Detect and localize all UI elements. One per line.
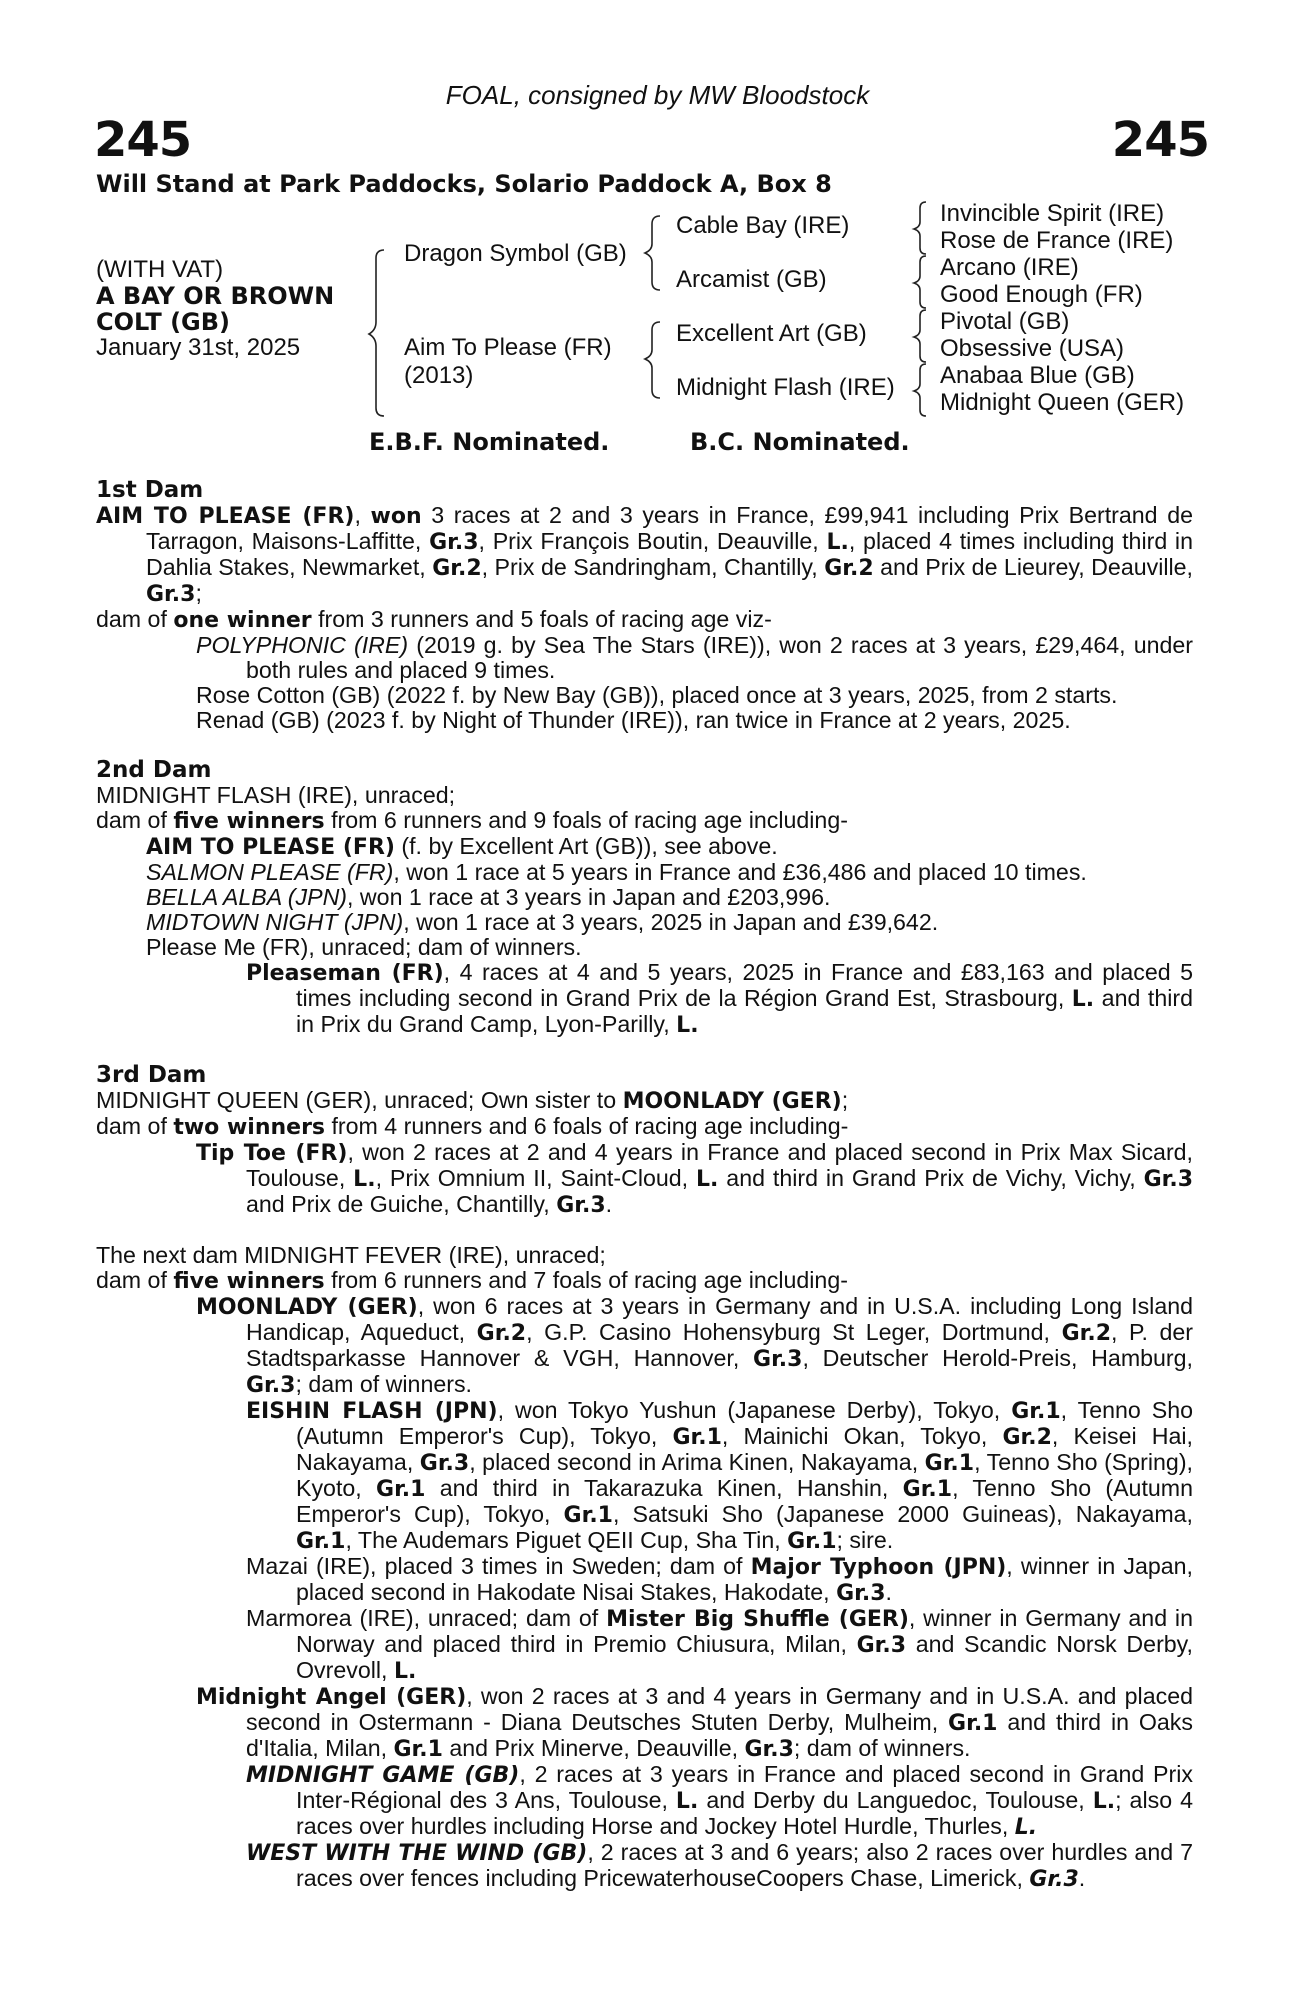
sire: Dragon Symbol (GB) xyxy=(404,240,627,267)
produce-polyphonic: POLYPHONIC (IRE) (2019 g. by Sea The Stars (IRE)), won 2 races at 3 years, £29,464, under both rules and placed 9 times. xyxy=(196,632,1194,683)
third-dam-heading: 3rd Dam xyxy=(96,1062,207,1088)
date-of-birth: January 31st, 2025 xyxy=(96,334,301,361)
subject-description-2: COLT (GB) xyxy=(96,308,230,336)
dam-sire: Excellent Art (GB) xyxy=(676,320,867,347)
lot-number-right: 245 xyxy=(1111,112,1209,168)
ddd: Midnight Queen (GER) xyxy=(940,389,1185,416)
bc-nomination: B.C. Nominated. xyxy=(690,428,910,456)
sdd: Good Enough (FR) xyxy=(940,281,1143,308)
ssd: Rose de France (IRE) xyxy=(940,227,1174,254)
produce-renad: Renad (GB) (2023 f. by Night of Thunder (IRE)), ran twice in France at 2 years, 2025. xyxy=(196,707,1071,733)
vat-note: (WITH VAT) xyxy=(96,256,224,283)
dds: Anabaa Blue (GB) xyxy=(940,362,1135,389)
subject-description-1: A BAY OR BROWN xyxy=(96,282,335,310)
second-dam-produce-summary: dam of five winners from 6 runners and 9 foals of racing age including- xyxy=(96,807,848,834)
dam-dam: Midnight Flash (IRE) xyxy=(676,374,895,401)
dam-year: (2013) xyxy=(404,362,474,389)
stand-location: Will Stand at Park Paddocks, Solario Paddock A, Box 8 xyxy=(96,170,832,198)
dam: Aim To Please (FR) xyxy=(404,334,612,361)
sds: Arcano (IRE) xyxy=(940,254,1079,281)
consignment-line: FOAL, consigned by MW Bloodstock xyxy=(445,80,870,110)
sire-dam: Arcamist (GB) xyxy=(676,266,827,293)
pedigree-notes: 1st Dam AIM TO PLEASE (FR), won 3 races at 2 and 3 years in France, £99,941 including Prix Bertrand de Tarragon, Maisons-Laffitte, Gr.3, Prix François Boutin, Deauville, L., placed 4 times including third in Dahlia Stakes, Newmarket, Gr.2, Prix de Sandringham, Chantilly, Gr.2 and Prix de Lieurey, Deauville, Gr.3; dam of one winner from 3 runners and 5 foals of racing age viz- POLYPHONIC (IRE) (2019 g. by Sea The Stars (IRE)), won 2 races at 3 years, £29,464, under both rules and placed 9 times. Rose Cotton (GB) (2022 f. by New Bay (GB)), placed once at 3 years, 2025, from 2 starts. Renad (GB) (2023 f. by Night of Thunder (IRE)), ran twice in France at 2 years, 2025. 2nd Dam MIDNIGHT FLASH (IRE), unraced; dam of five winners from 6 runners and 9 foals of racing age including- AIM TO PLEASE (FR) (f. by Excellent Art (GB)), see above. SALMON PLEASE (FR), won 1 race at 5 years in France and £36,486 and placed 10 times. BELLA ALBA (JPN), won 1 race at 3 years in Japan and £203,996. MIDTOWN NIGHT (JPN), won 1 race at 3 years, 2025 in Japan and £39,642. Please Me (FR), unraced; dam of winners. Pleaseman (FR), 4 races at 4 and 5 years, 2025 in France and £83,163 and placed 5 times including second in Grand Prix de la Région Grand Est, Strasbourg, L. and third in Prix du Grand Camp, Lyon-Parilly, L. 3rd Dam MIDNIGHT QUEEN (GER), unraced; Own sister to MOONLADY (GER); dam of two winners from 4 runners and 6 foals of racing age including- Tip Toe (FR), won 2 races at 2 and 4 years in France and placed second in Prix Max Sicard, Toulouse, L., Prix Omnium II, Saint-Cloud, L. and third in Grand Prix de Vichy, Vichy, Gr.3 and Prix de Guiche, Chantilly, Gr.3. The next dam MIDNIGHT FEVER (IRE), unraced; dam of five winners from 6 runners and 7 foals of racing age including- MOONLADY (GER), won 6 races at 3 years in Germany and in U.S.A. including Long Island Handicap, Aqueduct, Gr.2, G.P. Casino Hohensyburg St Leger, Dortmund, Gr.2, P. der Stadtsparkasse Hannover & VGH, Hannover, Gr.3, Deutscher Herold-Preis, Hamburg, Gr.3; dam of winners. EISHIN FLASH (JPN), won Tokyo Yushun (Japanese Derby), Tokyo, Gr.1, Tenno Sho (Autumn Emperor's Cup), Tokyo, Gr.1, Mainichi Okan, Tokyo, Gr.2, Keisei Hai, Nakayama, Gr.3, placed second in Arima Kinen, Nakayama, Gr.1, Tenno Sho (Spring), Kyoto, Gr.1 and third in Takarazuka Kinen, Hanshin, Gr.1, Tenno Sho (Autumn Emperor's Cup), Tokyo, Gr.1, Satsuki Sho (Japanese 2000 Guineas), Nakayama, Gr.1, The Audemars Piguet QEII Cup, Sha Tin, Gr.1; sire. Mazai (IRE), placed 3 times in Sweden; dam of Major Typhoon (JPN), winner in Japan, placed second in Hakodate Nisai Stakes, Hakodate, Gr.3. Marmorea (IRE), unraced; dam of Mister Big Shuffle (GER), winner in Germany and in Norway and placed third in Premio Chiusura, Milan, Gr.3 and Scandic Norsk Derby, Ovrevoll, L. Midnight Angel (GER), won 2 races at 3 and 4 years in Germany and in U.S.A. and placed second in Ostermann - Diana Deutsches Stuten Derby, Mulheim, Gr.1 and third in Oaks d'Italia, Milan, Gr.1 and Prix Minerve, Deauville, Gr.3; dam of winners. MIDNIGHT GAME (GB), 2 races at 3 years in France and placed second in Grand Prix Inter-Régional des 3 Ans, Toulouse, L. and Derby du Languedoc, Toulouse, L.; also 4 races over hurdles including Horse and Jockey Hotel Hurdle, Thurles, L. WEST WITH THE WIND (GB), 2 races at 3 and 6 years; also 2 races over hurdles and 7 races over fences including PricewaterhouseCoopers Chase, Limerick, Gr.3. xyxy=(96,477,1194,1892)
first-dam-produce-summary: dam of one winner from 3 runners and 5 foals of racing age viz- xyxy=(96,606,772,633)
produce-rose-cotton: Rose Cotton (GB) (2022 f. by New Bay (GB)), placed once at 3 years, 2025, from 2 starts. xyxy=(196,682,1118,708)
first-dam-heading: 1st Dam xyxy=(96,477,204,503)
sire-sire: Cable Bay (IRE) xyxy=(676,212,850,239)
dss: Pivotal (GB) xyxy=(940,308,1070,335)
lot-number-left: 245 xyxy=(94,112,192,168)
dsd: Obsessive (USA) xyxy=(940,335,1125,362)
next-dam-entry: The next dam MIDNIGHT FEVER (IRE), unraced; xyxy=(96,1242,606,1268)
ebf-nomination: E.B.F. Nominated. xyxy=(369,428,610,456)
first-dam-entry: AIM TO PLEASE (FR), won 3 races at 2 and 3 years in France, £99,941 including Prix Bertrand de Tarragon, Maisons-Laffitte, Gr.3, Prix François Boutin, Deauville, L., placed 4 times including third in Dahlia Stakes, Newmarket, Gr.2, Prix de Sandringham, Chantilly, Gr.2 and Prix de Lieurey, Deauville, Gr.3; xyxy=(96,502,1193,607)
sss: Invincible Spirit (IRE) xyxy=(940,200,1165,227)
second-dam-heading: 2nd Dam xyxy=(96,757,212,783)
third-dam-entry: MIDNIGHT QUEEN (GER), unraced; Own sister to MOONLADY (GER); xyxy=(96,1087,849,1114)
second-dam-entry: MIDNIGHT FLASH (IRE), unraced; xyxy=(96,782,456,808)
